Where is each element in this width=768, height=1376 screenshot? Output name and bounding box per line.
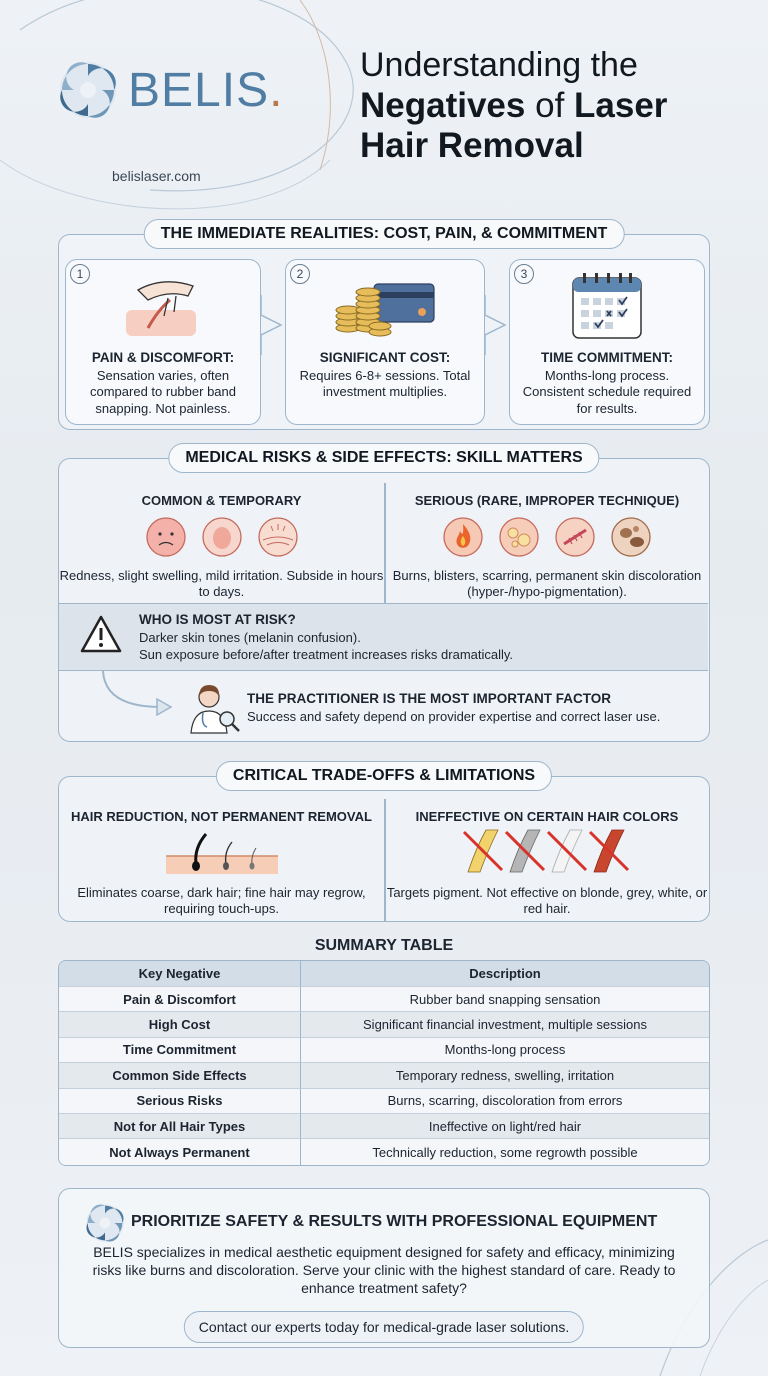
swirl-logo-icon: [58, 60, 118, 120]
time-card: 3 TIME COMMITMENT: Months-long process. Consistent schedule required for results.: [509, 259, 705, 425]
brand-name: BELIS.: [128, 63, 284, 117]
curved-arrow-icon: [101, 671, 181, 721]
swelling-icon: [201, 516, 243, 558]
burn-icon: [442, 516, 484, 558]
calendar-icon: [569, 270, 645, 342]
section-heading: THE IMMEDIATE REALITIES: COST, PAIN, & COMMITMENT: [144, 219, 625, 249]
connector-arrow-icon: [481, 295, 511, 355]
section-heading: CRITICAL TRADE-OFFS & LIMITATIONS: [216, 761, 552, 791]
red-face-icon: [145, 516, 187, 558]
hand-snapping-icon: [118, 270, 208, 340]
warning-icon: [79, 614, 123, 654]
table-row: High Cost Significant financial investment, multiple sessions: [59, 1012, 709, 1037]
table-row: Serious Risks Burns, scarring, discoloration from errors: [59, 1089, 709, 1114]
table-header-row: [59, 961, 709, 987]
table-row: Time Commitment Months-long process: [59, 1038, 709, 1063]
hair-colors-column: INEFFECTIVE ON CERTAIN HAIR COLORS Targets pigment. Not effective on blonde, grey, white, or red hair.: [386, 809, 708, 917]
cta-text: BELIS specializes in medical aesthetic equipment designed for safety and efficacy, minimizing risks like burns and discoloration. Serve your clinic with the highest standard of care. Ready to enhance treatment safety?: [92, 1244, 676, 1297]
coins-card-icon: [330, 270, 440, 340]
section-heading: MEDICAL RISKS & SIDE EFFECTS: SKILL MATTERS: [168, 443, 599, 473]
table-row: Common Side Effects Temporary redness, swelling, irritation: [59, 1063, 709, 1088]
hair-color-swatches-icon: [462, 828, 632, 874]
practitioner-icon: [187, 683, 241, 735]
brand-logo[interactable]: [58, 58, 298, 122]
hair-reduction-column: HAIR REDUCTION, NOT PERMANENT REMOVAL Eliminates coarse, dark hair; fine hair may regrow, requiring touch-ups.: [71, 809, 372, 917]
common-temporary-column: COMMON & TEMPORARY Redness, slight swelling, mild irritation. Subside in hours to days.: [59, 493, 384, 600]
blisters-icon: [498, 516, 540, 558]
cta-panel: [58, 1188, 710, 1348]
column-header: Key Negative: [59, 961, 301, 987]
cta-heading: PRIORITIZE SAFETY & RESULTS WITH PROFESSIONAL EQUIPMENT: [131, 1213, 658, 1230]
pain-card: 1 PAIN & DISCOMFORT: Sensation varies, often compared to rubber band snapping. Not painless.: [65, 259, 261, 425]
cost-card: 2 SIGNIFICANT COST: Requires 6-8+ sessions. Total investment multiplies.: [285, 259, 485, 425]
summary-title: SUMMARY TABLE: [314, 937, 454, 954]
site-url[interactable]: belislaser.com: [112, 168, 201, 184]
immediate-realities-section: [58, 225, 710, 430]
medical-risks-section: MEDICAL RISKS & SIDE EFFECTS: SKILL MATTERS COMMON & TEMPORARY Redness, slight swelling, mild irritation. Subside in hours to days. SERIOUS (RARE, IMPROPER TECHNIQUE) Burns, blisters, scarring, permanent skin discoloration (hyper-/hypo-pigmentation). WHO IS MOST AT RISK? Darker skin tones (melanin confusion). Sun exposure before/after treatment increases risks dramatically. THE PRACTITIONER IS THE MOST IMPORTANT FACTOR Success and safety depend on provider expertise and correct laser use.: [58, 458, 710, 742]
table-row: Not Always Permanent Technically reduction, some regrowth possible: [59, 1139, 709, 1164]
connector-arrow-icon: [257, 295, 287, 355]
swirl-logo-icon: [85, 1203, 125, 1243]
table-row: Pain & Discomfort Rubber band snapping sensation: [59, 987, 709, 1012]
serious-risks-column: SERIOUS (RARE, IMPROPER TECHNIQUE) Burns, blisters, scarring, permanent skin discoloration (hyper-/hypo-pigmentation).: [392, 493, 702, 600]
table-row: Not for All Hair Types Ineffective on light/red hair: [59, 1114, 709, 1139]
who-is-at-risk-band: WHO IS MOST AT RISK? Darker skin tones (melanin confusion). Sun exposure before/after treatment increases risks dramatically.: [59, 603, 708, 671]
discoloration-icon: [610, 516, 652, 558]
summary-table: [58, 960, 710, 1166]
page-title: Understanding the Negatives of Laser Hair Removal: [360, 46, 668, 166]
trade-offs-section: [58, 767, 710, 922]
contact-experts-button[interactable]: Contact our experts today for medical-grade laser solutions.: [184, 1311, 584, 1343]
hair-follicle-icon: [166, 830, 278, 874]
column-header: Description: [301, 961, 709, 987]
scarring-icon: [554, 516, 596, 558]
irritation-icon: [257, 516, 299, 558]
